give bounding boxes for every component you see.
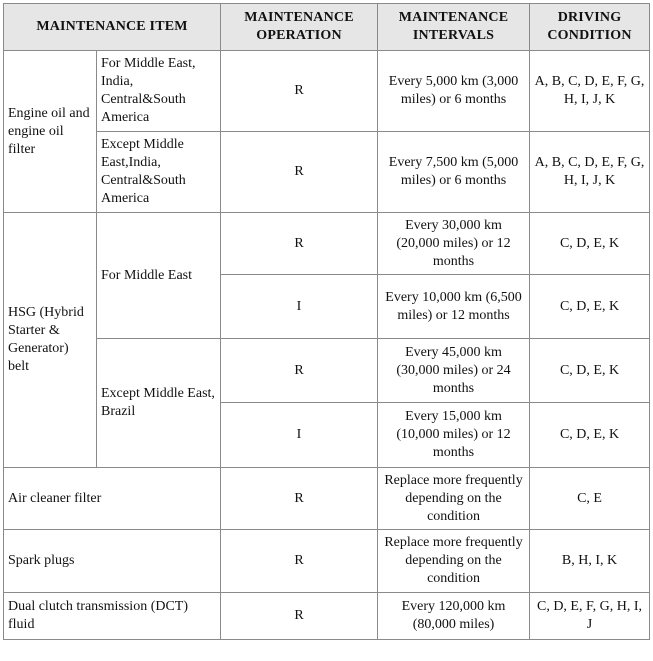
operation-cell: R xyxy=(221,468,378,530)
operation-cell: R xyxy=(221,132,378,213)
interval-cell: Every 15,000 km (10,000 miles) or 12 months xyxy=(378,403,530,468)
operation-cell: I xyxy=(221,275,378,339)
table-row xyxy=(4,468,650,530)
header-maintenance-item: MAINTENANCE ITEM xyxy=(4,4,221,51)
item-spark-plugs: Spark plugs xyxy=(4,530,221,593)
interval-cell: Every 120,000 km (80,000 miles) xyxy=(378,593,530,640)
item-air-cleaner-filter: Air cleaner filter xyxy=(4,468,221,530)
region-cell: For Middle East xyxy=(97,213,221,339)
table-row xyxy=(4,51,650,132)
condition-cell: C, D, E, K xyxy=(530,275,650,339)
table-row xyxy=(4,339,650,403)
header-driving-condition: DRIVING CONDITION xyxy=(530,4,650,51)
condition-cell: C, D, E, K xyxy=(530,339,650,403)
condition-cell: A, B, C, D, E, F, G, H, I, J, K xyxy=(530,51,650,132)
interval-cell: Every 45,000 km (30,000 miles) or 24 months xyxy=(378,339,530,403)
condition-cell: C, D, E, K xyxy=(530,213,650,275)
condition-cell: B, H, I, K xyxy=(530,530,650,593)
interval-cell: Replace more frequently depending on the condition xyxy=(378,468,530,530)
interval-cell: Every 7,500 km (5,000 miles) or 6 months xyxy=(378,132,530,213)
table-row xyxy=(4,593,650,640)
table-row xyxy=(4,132,650,213)
header-maintenance-intervals: MAINTENANCE INTERVALS xyxy=(378,4,530,51)
operation-cell: R xyxy=(221,593,378,640)
header-maintenance-operation: MAINTENANCE OPERATION xyxy=(221,4,378,51)
operation-cell: R xyxy=(221,339,378,403)
operation-cell: R xyxy=(221,51,378,132)
item-dct-fluid: Dual clutch transmission (DCT) fluid xyxy=(4,593,221,640)
operation-cell: R xyxy=(221,213,378,275)
operation-cell: I xyxy=(221,403,378,468)
table-row xyxy=(4,213,650,275)
region-cell: Except Middle East,India, Central&South America xyxy=(97,132,221,213)
condition-cell: C, E xyxy=(530,468,650,530)
interval-cell: Every 5,000 km (3,000 miles) or 6 months xyxy=(378,51,530,132)
header-row xyxy=(4,4,650,51)
interval-cell: Every 10,000 km (6,500 miles) or 12 months xyxy=(378,275,530,339)
interval-cell: Every 30,000 km (20,000 miles) or 12 months xyxy=(378,213,530,275)
operation-cell: R xyxy=(221,530,378,593)
region-cell: Except Middle East, Brazil xyxy=(97,339,221,468)
maintenance-table xyxy=(3,3,650,640)
table-row xyxy=(4,530,650,593)
item-hsg-belt: HSG (Hybrid Starter & Generator) belt xyxy=(4,213,97,468)
interval-cell: Replace more frequently depending on the condition xyxy=(378,530,530,593)
item-engine-oil: Engine oil and engine oil filter xyxy=(4,51,97,213)
condition-cell: A, B, C, D, E, F, G, H, I, J, K xyxy=(530,132,650,213)
condition-cell: C, D, E, F, G, H, I, J xyxy=(530,593,650,640)
condition-cell: C, D, E, K xyxy=(530,403,650,468)
region-cell: For Middle East, India, Central&South America xyxy=(97,51,221,132)
